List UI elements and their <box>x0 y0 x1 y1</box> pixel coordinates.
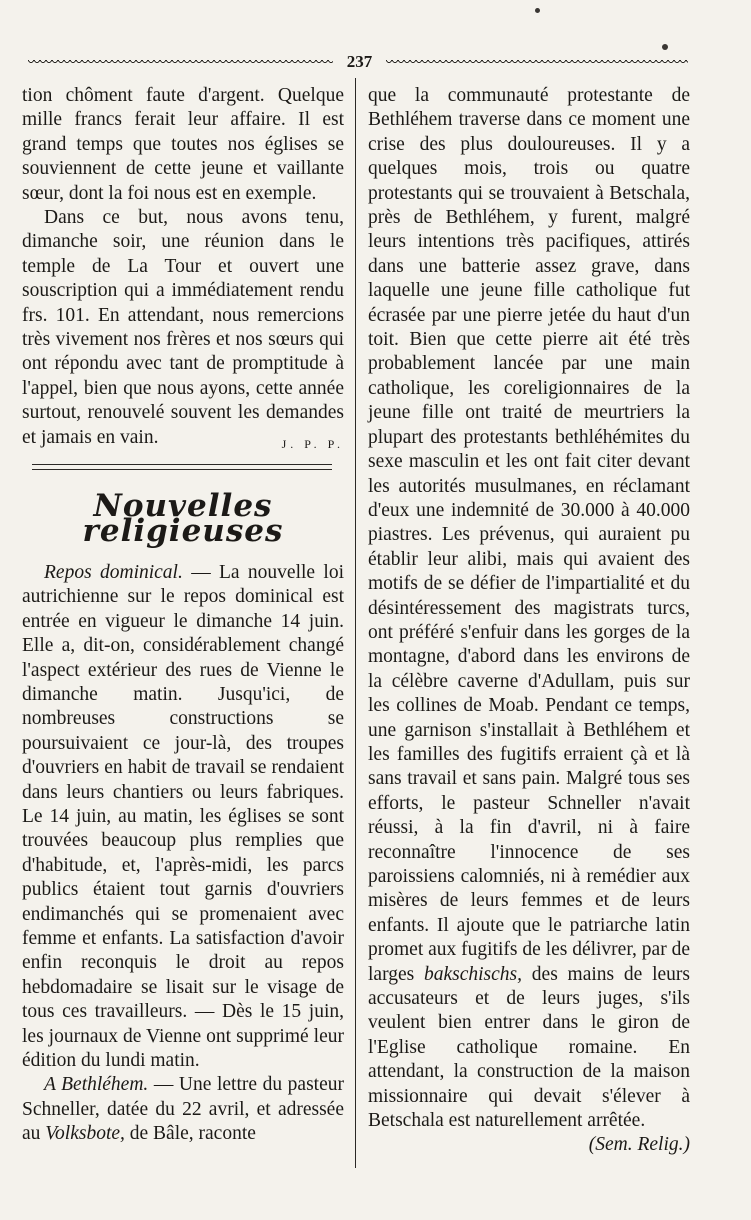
header-wavy-rule-left <box>28 60 333 66</box>
italic-term: bakschischs, <box>423 963 523 985</box>
left-column <box>22 84 344 1147</box>
source-reference: (Sem. Relig.) <box>588 1134 690 1156</box>
article-heading: A Bethléhem. <box>44 1074 149 1096</box>
header-wavy-rule-right <box>386 60 688 66</box>
paragraph-souscription-text: Dans ce but, nous avons tenu, dimanche soir, une réunion dans le temple de La Tour et ouvert une souscription qui a immédiatement rendu frs. 101. En attendant, nous remercions très vivement nos frères et nos sœurs qui ont répondu avec tant de promptitude à l'appel, bien que nous ayons, cette année surtout, renouvelé souvent les demandes et jamais en vain. <box>22 207 344 448</box>
section-separator <box>32 464 332 470</box>
right-column <box>368 84 690 1158</box>
paragraph-continued: tion chôment faute d'argent. Quelque mille francs ferait leur affaire. Il est grand temps que toutes nos églises se souviennent de cette jeune et vaillante sœur, dont la foi nous est en exemple. <box>22 85 344 204</box>
article-repos-dominical <box>22 561 344 1074</box>
page-number: 237 <box>346 52 373 71</box>
article-heading: Repos dominical. <box>44 561 183 583</box>
paragraph-souscription <box>22 206 344 450</box>
page-header <box>28 50 688 72</box>
column-divider <box>355 78 356 1168</box>
article-body: que la communauté protestante de Bethléhem traverse dans ce moment une crise des plus douloureuses. Il y a quelques mois, trois ou quatre protestants qui se trouvaient à Betschala, près de Bethléhem, y furent, malgré leurs intentions très pacifiques, attirés dans une batterie assez grave, dans laquelle une jeune fille catholique fut écrasée par une pierre jetée du haut d'un toit. Bien que cette pierre ait été très probablement lancée par une main catholique, les coreligionnaires de la jeune fille ont traité de meurtriers la plupart des protestants bethléhémites du sexe masculin et les ont fait citer devant les autorités musulmanes, en réclamant d'eux une indemnité de 30.000 à 40.000 piastres. Les prévenus, qui auraient pu établir leur alibi, mais qui avaient des motifs de se défier de l'impartialité et du désintéressement des magistrats turcs, ont préféré s'enfuir dans les gorges de la montagne, d'abord dans les environs de la célèbre caverne d'Adullam, puis sur les collines de Moab. Pendant ce temps, une garnison s'installait à Bethléhem et les familles des fugitifs erraient çà et là sans travail et sans pain. Malgré tous ses efforts, le pasteur Schneller n'avait réussi, à la fin d'avril, ni à faire reconnaître l'innocence de ses paroissiens calomniés, ni à remédier aux misères de leurs femmes et de leurs enfants. Il ajoute que le patriarche latin promet aux fugitifs de les délivrer, par de larges <box>368 85 690 985</box>
article-body: de Bâle, raconte <box>124 1123 256 1145</box>
section-title: Nouvelles religieuses <box>82 488 284 549</box>
signature: J. P. P. <box>281 436 344 451</box>
article-bethlehem <box>22 1073 344 1146</box>
article-body: — La nouvelle loi autrichienne sur le repos dominical est entrée en vigueur le dimanche 14 juin. Elle a, dit-on, considérablement changé l'aspect extérieur des rues de Vienne le dimanche matin. Jusqu'ici, de nombreuses constructions se poursuivaient ce jour-là, des troupes d'ouvriers en habit de travail se rendaient dans leurs chantiers ou leurs fabriques. Le 14 juin, au matin, les églises se sont trouvées beaucoup plus remplies que d'habitude, et, l'après-midi, les parcs publics étaient tout garnis d'ouvriers endimanchés qui se promenaient avec femme et enfants. La satisfaction d'avoir enfin reconquis le droit au repos hebdomadaire se lisait sur le visage de tous ces travailleurs. — Dès le 15 juin, les journaux de Vienne ont supprimé leur édition du lundi matin. <box>22 561 344 1072</box>
article-body: des mains de leurs accusateurs et de leurs juges, s'ils veulent bien entrer dans le giron de l'Eglise catholique romaine. En attendant, la construction de la maison missionnaire qui devait s'élever à Betschala est naturellement arrêtée. <box>368 963 690 1132</box>
article-body: — Une lettre du pasteur Schneller, datée du 22 avril, et adressée au <box>22 1074 344 1145</box>
ink-speck <box>535 8 540 13</box>
article-bethlehem-continued <box>368 84 690 1156</box>
newspaper-name: Volksbote, <box>45 1123 125 1145</box>
